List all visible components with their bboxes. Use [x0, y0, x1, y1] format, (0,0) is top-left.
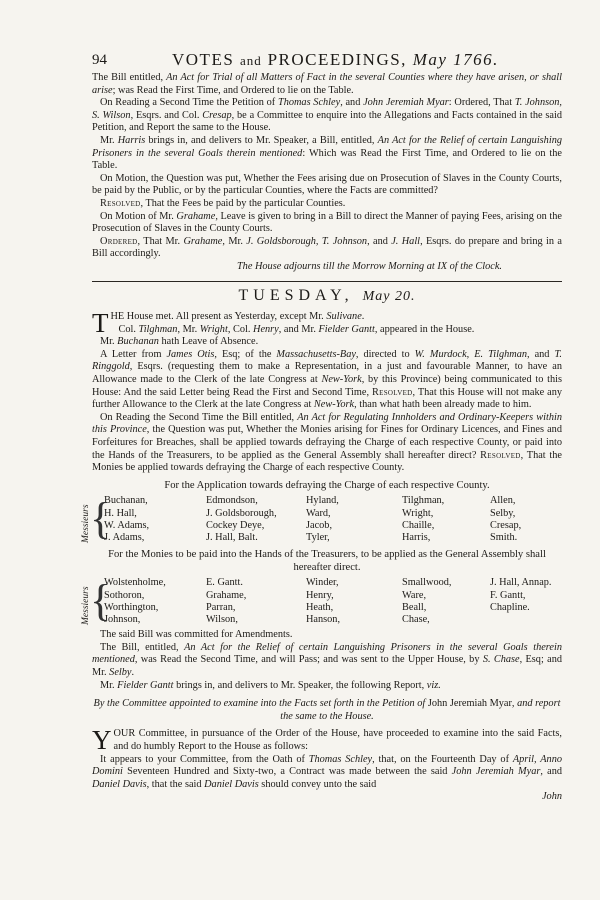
drop-cap: T [92, 308, 109, 339]
vote-side-label: Messieurs [81, 504, 91, 544]
paragraph: Ordered, That Mr. Grahame, Mr. J. Goldsborough, T. Johnson, and J. Hall, Esqrs. do prepare and bring in a Bill accordingly. [92, 235, 562, 260]
table-row: Wolstenholme, E. Gantt. Winder, Smallwood, J. Hall, Annap. [104, 577, 552, 589]
paragraph: YOUR Committee, in pursuance of the Order of the House, have proceeded to examine into the said Facts, and do humbly Report to the House as follows: [92, 725, 562, 756]
page-body [81, 72, 563, 804]
catchword: John [541, 791, 562, 803]
table-row: H. Hall, J. Goldsborough, Ward, Wright, Selby, [104, 507, 516, 519]
vote-table [104, 495, 527, 544]
running-title: VOTES and PROCEEDINGS, May 1766. [172, 50, 499, 69]
brace-glyph: { [90, 494, 112, 544]
table-row: Buchanan, Edmondson, Hyland, Tilghman, Allen, [104, 495, 516, 507]
paragraph: Col. Tilghman, Mr. Wright, Col. Henry, and Mr. Fielder Gantt, appeared in the House. [118, 323, 475, 335]
paragraph: It appears to your Committee, from the Oath of Thomas Schley, that, on the Fourteenth Day of April, Anno Domini Seventeen Hundred and Sixty-two, a Contract was made between the said John Jeremiah Myar, and Daniel Davis, that the said Daniel Davis should convey unto the said [92, 753, 562, 790]
paragraph: Mr. Buchanan hath Leave of Absence. [100, 336, 259, 348]
paragraph: A Letter from James Otis, Esq; of the Massachusetts-Bay, directed to W. Murdock, E. Tilghman, and T. Ringgold, Esqrs. (requesting them to make a Representation, in a just and favourable Manner, to have an Allowance made to the Clerk of the late Congress at New-York, by this Province) being communicated to this House: And the said Letter being Read the First and Second Time, Resolved, That this House will not make any further Allowance to the Clerk at the late Congress at New-York, than what hath been already made to him. [92, 348, 563, 411]
table-row: J. Adams, J. Hall, Balt. Tyler, Harris, Smith. [104, 532, 518, 544]
paragraph: On Reading a Second Time the Petition of Thomas Schley, and John Jeremiah Myar: Ordered, That T. Johnson, S. Wilson, Esqrs. and Col. Cresap, be a Committee to enquire into the Allegations and Facts contained in the said Petition, and Report the same to the House. [92, 97, 562, 134]
table-row: Sothoron, Grahame, Henry, Ware, F. Gantt, [104, 589, 526, 601]
adjournment-line: The House adjourns till the Morrow Morning at IX of the Clock. [236, 260, 502, 272]
vote-list-1 [81, 494, 562, 544]
paragraph: Mr. Harris brings in, and delivers to Mr. Speaker, a Bill, entitled, An Act for the Relief of certain Languishing Prisoners in the several Goals therein mentioned: Which was Read the First Time, and Ordered to lie on the Table. [92, 134, 563, 172]
table-row: Worthington, Parran, Heath, Beall, Chapline. [104, 601, 530, 613]
day-heading: TUESDAY, May 20. [238, 286, 416, 304]
paragraph: The Bill entitled, An Act for Trial of all Matters of Fact in the several Counties where they have arisen, or shall arise; was Read the First Time, and Ordered to lie on the Table. [92, 72, 562, 96]
paragraph: The Bill, entitled, An Act for the Relief of certain Languishing Prisoners in the several Goals therein mentioned, was Read the Second Time, and will Pass; and was sent to the Upper House, by S. Chase, Esq; and Mr. Selby. [92, 641, 563, 678]
paragraph: THE House met. All present as Yesterday, except Mr. Sulivane. [92, 308, 365, 339]
paragraph: On Motion of Mr. Grahame, Leave is given to bring in a Bill to direct the Manner of paying Fees, arising on the Prosecution of Slaves in the County Courts. [92, 210, 562, 235]
page-number: 94 [92, 52, 107, 68]
vote-heading: For the Application towards defraying the Charge of each respective County. [164, 479, 490, 491]
vote-list-2 [81, 576, 562, 626]
paragraph: Resolved, That the Fees be paid by the particular Counties. [100, 197, 346, 209]
paragraph: On Motion, the Question was put, Whether the Fees arising due on Prosecution of Slaves in the County Courts, be paid by the Public, or by the particular Counties, where the Facts are committed? [92, 172, 562, 197]
vote-table [104, 577, 558, 626]
committee-heading: By the Committee appointed to examine into the Facts set forth in the Petition of John Jeremiah Myar, and report the same to the House. [93, 698, 561, 722]
running-header [92, 50, 562, 72]
section-rule [92, 281, 562, 282]
vote-heading: For the Monies to be paid into the Hands of the Treasurers, to be applied as the General Assembly shall hereafter direct. [108, 549, 546, 573]
paragraph: On Reading the Second Time the Bill entitled, An Act for Regulating Innholders and Ordinary-Keepers within this Province, the Question was put, Whether the Monies arising for Fines for Ordinary Licences, and Fines and Forfeitures for Breaches, shall be applied towards defraying the Charge of each respective County, or paid into the Hands of the Treasurers, to be applied as the General Assembly shall hereafter direct? Resolved, That the Monies be applied towards defraying the Charge of each respective County. [92, 411, 562, 474]
drop-cap: Y [92, 725, 112, 756]
table-row: W. Adams, Cockey Deye, Jacob, Chaille, Cresap, [104, 519, 522, 531]
table-row: Johnson, Wilson, Hanson, Chase, [104, 614, 430, 626]
paragraph: Mr. Fielder Gantt brings in, and delivers to Mr. Speaker, the following Report, viz. [100, 679, 441, 691]
vote-side-label: Messieurs [81, 586, 91, 626]
brace-glyph: { [90, 576, 112, 626]
paragraph: The said Bill was committed for Amendments. [100, 629, 293, 641]
